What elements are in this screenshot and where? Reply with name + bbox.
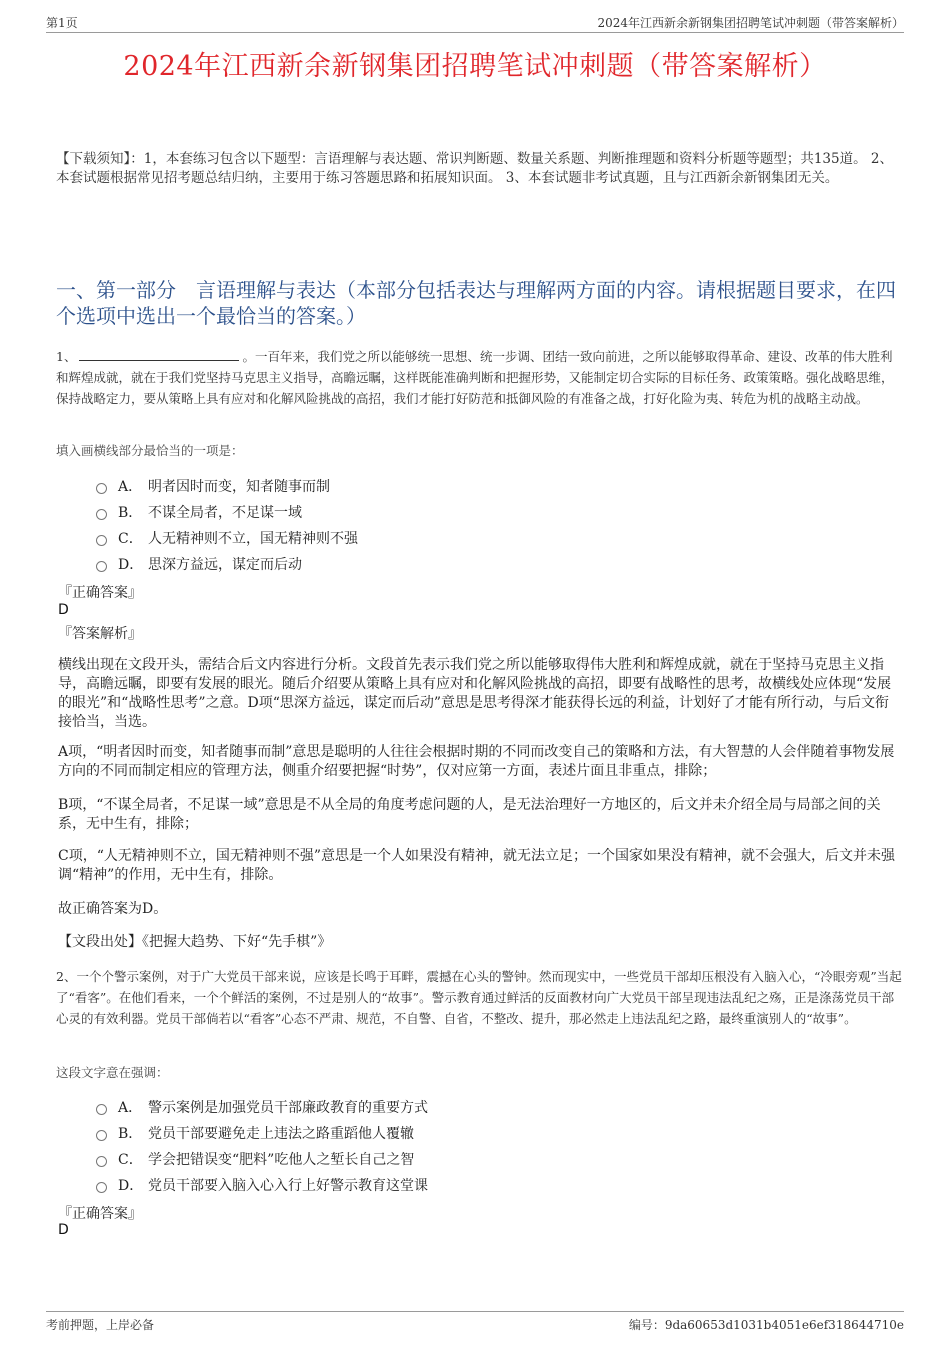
question-1-text bbox=[56, 346, 902, 409]
radio-icon[interactable] bbox=[96, 535, 107, 546]
option-a[interactable]: A． 警示案例是加强党员干部廉政教育的重要方式 bbox=[96, 1094, 428, 1120]
option-d[interactable]: D． 党员干部要入脑入心入行上好警示教育这堂课 bbox=[96, 1172, 428, 1198]
radio-icon[interactable] bbox=[96, 1104, 107, 1115]
option-c[interactable]: C． 人无精神则不立，国无精神则不强 bbox=[96, 525, 358, 551]
download-notice: 【下载须知】：1，本套练习包含以下题型：言语理解与表达题、常识判断题、数量关系题、判断推理题和资料分析题等题型；共135道。 2、本套试题根据常见招考题总结归纳，主要用于练习答题思路和拓展知识面。 3、本套试题非考试真题，且与江西新余新钢集团无关。 bbox=[56, 151, 893, 186]
option-c[interactable]: C． 学会把错误变“肥料”吃他人之堑长自己之智 bbox=[96, 1146, 428, 1172]
page-footer bbox=[46, 1311, 904, 1332]
radio-icon[interactable] bbox=[96, 483, 107, 494]
radio-icon[interactable] bbox=[96, 1156, 107, 1167]
footer-slogan: 考前押题，上岸必备 bbox=[46, 1318, 155, 1332]
question-body: 。一百年来，我们党之所以能够统一思想、统一步调、团结一致向前进，之所以能够取得革命、建设、改革的伟大胜利和辉煌成就，就在于我们党坚持马克思主义指导，高瞻远瞩，这样既能准确判断和把握形势，又能制定切合实际的目标任务、政策策略。强化战略思维，保持战略定力，要从策略上具有应对和化解风险挑战的高招，我们才能打好防范和抵御风险的有准备之战，打好化险为夷、转危为机的战略主动战。 bbox=[56, 349, 894, 406]
option-d[interactable]: D． 思深方益远，谋定而后动 bbox=[96, 551, 358, 577]
option-b[interactable]: B． 不谋全局者，不足谋一域 bbox=[96, 499, 358, 525]
answer-value: D bbox=[58, 602, 69, 618]
radio-icon[interactable] bbox=[96, 1182, 107, 1193]
option-b[interactable]: B． 党员干部要避免走上违法之路重蹈他人覆辙 bbox=[96, 1120, 428, 1146]
answer-label: 『正确答案』 bbox=[58, 1206, 142, 1222]
analysis-label: 『答案解析』 bbox=[58, 626, 142, 642]
analysis-paragraph: C项，“人无精神则不立，国无精神则不强”意思是一个人如果没有精神，就无法立足；一个国家如果没有精神，就不会强大，后文并未强调“精神”的作用，无中生有，排除。 bbox=[58, 848, 896, 883]
radio-icon[interactable] bbox=[96, 1130, 107, 1141]
question-number: 1、 bbox=[56, 349, 77, 364]
question-1-options bbox=[96, 473, 358, 577]
question-2-prompt: 这段文字意在强调： bbox=[56, 1065, 169, 1080]
fill-blank bbox=[79, 348, 239, 361]
radio-icon[interactable] bbox=[96, 561, 107, 572]
footer-doc-id: 编号：9da60653d1031b4051e6ef318644710e bbox=[628, 1318, 904, 1332]
analysis-source: 【文段出处】《把握大趋势、下好“先手棋”》 bbox=[58, 934, 332, 950]
analysis-paragraph: 横线出现在文段开头，需结合后文内容进行分析。文段首先表示我们党之所以能够取得伟大胜利和辉煌成就，就在于坚持马克思主义指导，高瞻远瞩，即要有发展的眼光。随后介绍要从策略上具有应对和化解风险挑战的高招，即要有战略性的思考，故横线处应体现“发展的眼光”和“战略性思考”之意。D项“思深方益远，谋定而后动”意思是思考得深才能获得长远的利益，计划好了才能有所行动，与后文衔接恰当，当选。 bbox=[58, 657, 892, 730]
question-number: 2、 bbox=[56, 969, 77, 984]
section-heading: 一、第一部分 言语理解与表达（本部分包括表达与理解两方面的内容。请根据题目要求，在四个选项中选出一个最恰当的答案。） bbox=[56, 278, 896, 328]
answer-label: 『正确答案』 bbox=[58, 585, 142, 601]
option-a[interactable]: A． 明者因时而变，知者随事而制 bbox=[96, 473, 358, 499]
question-2-options bbox=[96, 1094, 428, 1198]
header-doc-title: 2024年江西新余新钢集团招聘笔试冲刺题（带答案解析） bbox=[597, 16, 904, 30]
analysis-paragraph: A项，“明者因时而变，知者随事而制”意思是聪明的人往往会根据时期的不同而改变自己的策略和方法，有大智慧的人会伴随着事物发展方向的不同而制定相应的管理方法，侧重介绍要把握“时势”，仅对应第一方面，表述片面且非重点，排除； bbox=[58, 744, 895, 779]
page-number: 第1页 bbox=[46, 16, 78, 30]
analysis-conclusion: 故正确答案为D。 bbox=[58, 901, 168, 917]
radio-icon[interactable] bbox=[96, 509, 107, 520]
question-1-prompt: 填入画横线部分最恰当的一项是： bbox=[56, 443, 244, 458]
question-2-text bbox=[56, 966, 902, 1029]
page-title: 2024年江西新余新钢集团招聘笔试冲刺题（带答案解析） bbox=[123, 51, 827, 82]
answer-value: D bbox=[58, 1222, 69, 1238]
analysis-paragraph: B项，“不谋全局者，不足谋一域”意思是不从全局的角度考虑问题的人，是无法治理好一方地区的，后文并未介绍全局与局部之间的关系，无中生有，排除； bbox=[58, 797, 881, 832]
question-body: 一个个警示案例，对于广大党员干部来说，应该是长鸣于耳畔，震撼在心头的警钟。然而现实中，一些党员干部却压根没有入脑入心，“冷眼旁观”当起了“看客”。在他们看来，一个个鲜活的案例，不过是别人的“故事”。警示教育通过鲜活的反面教材向广大党员干部呈现违法乱纪之殇，正是涤荡党员干部心灵的有效利器。党员干部倘若以“看客”心态不严肃、规范，不自警、自省，不整改、提升，那必然走上违法乱纪之路，最终重演别人的“故事”。 bbox=[56, 969, 902, 1026]
page-header bbox=[46, 14, 904, 33]
